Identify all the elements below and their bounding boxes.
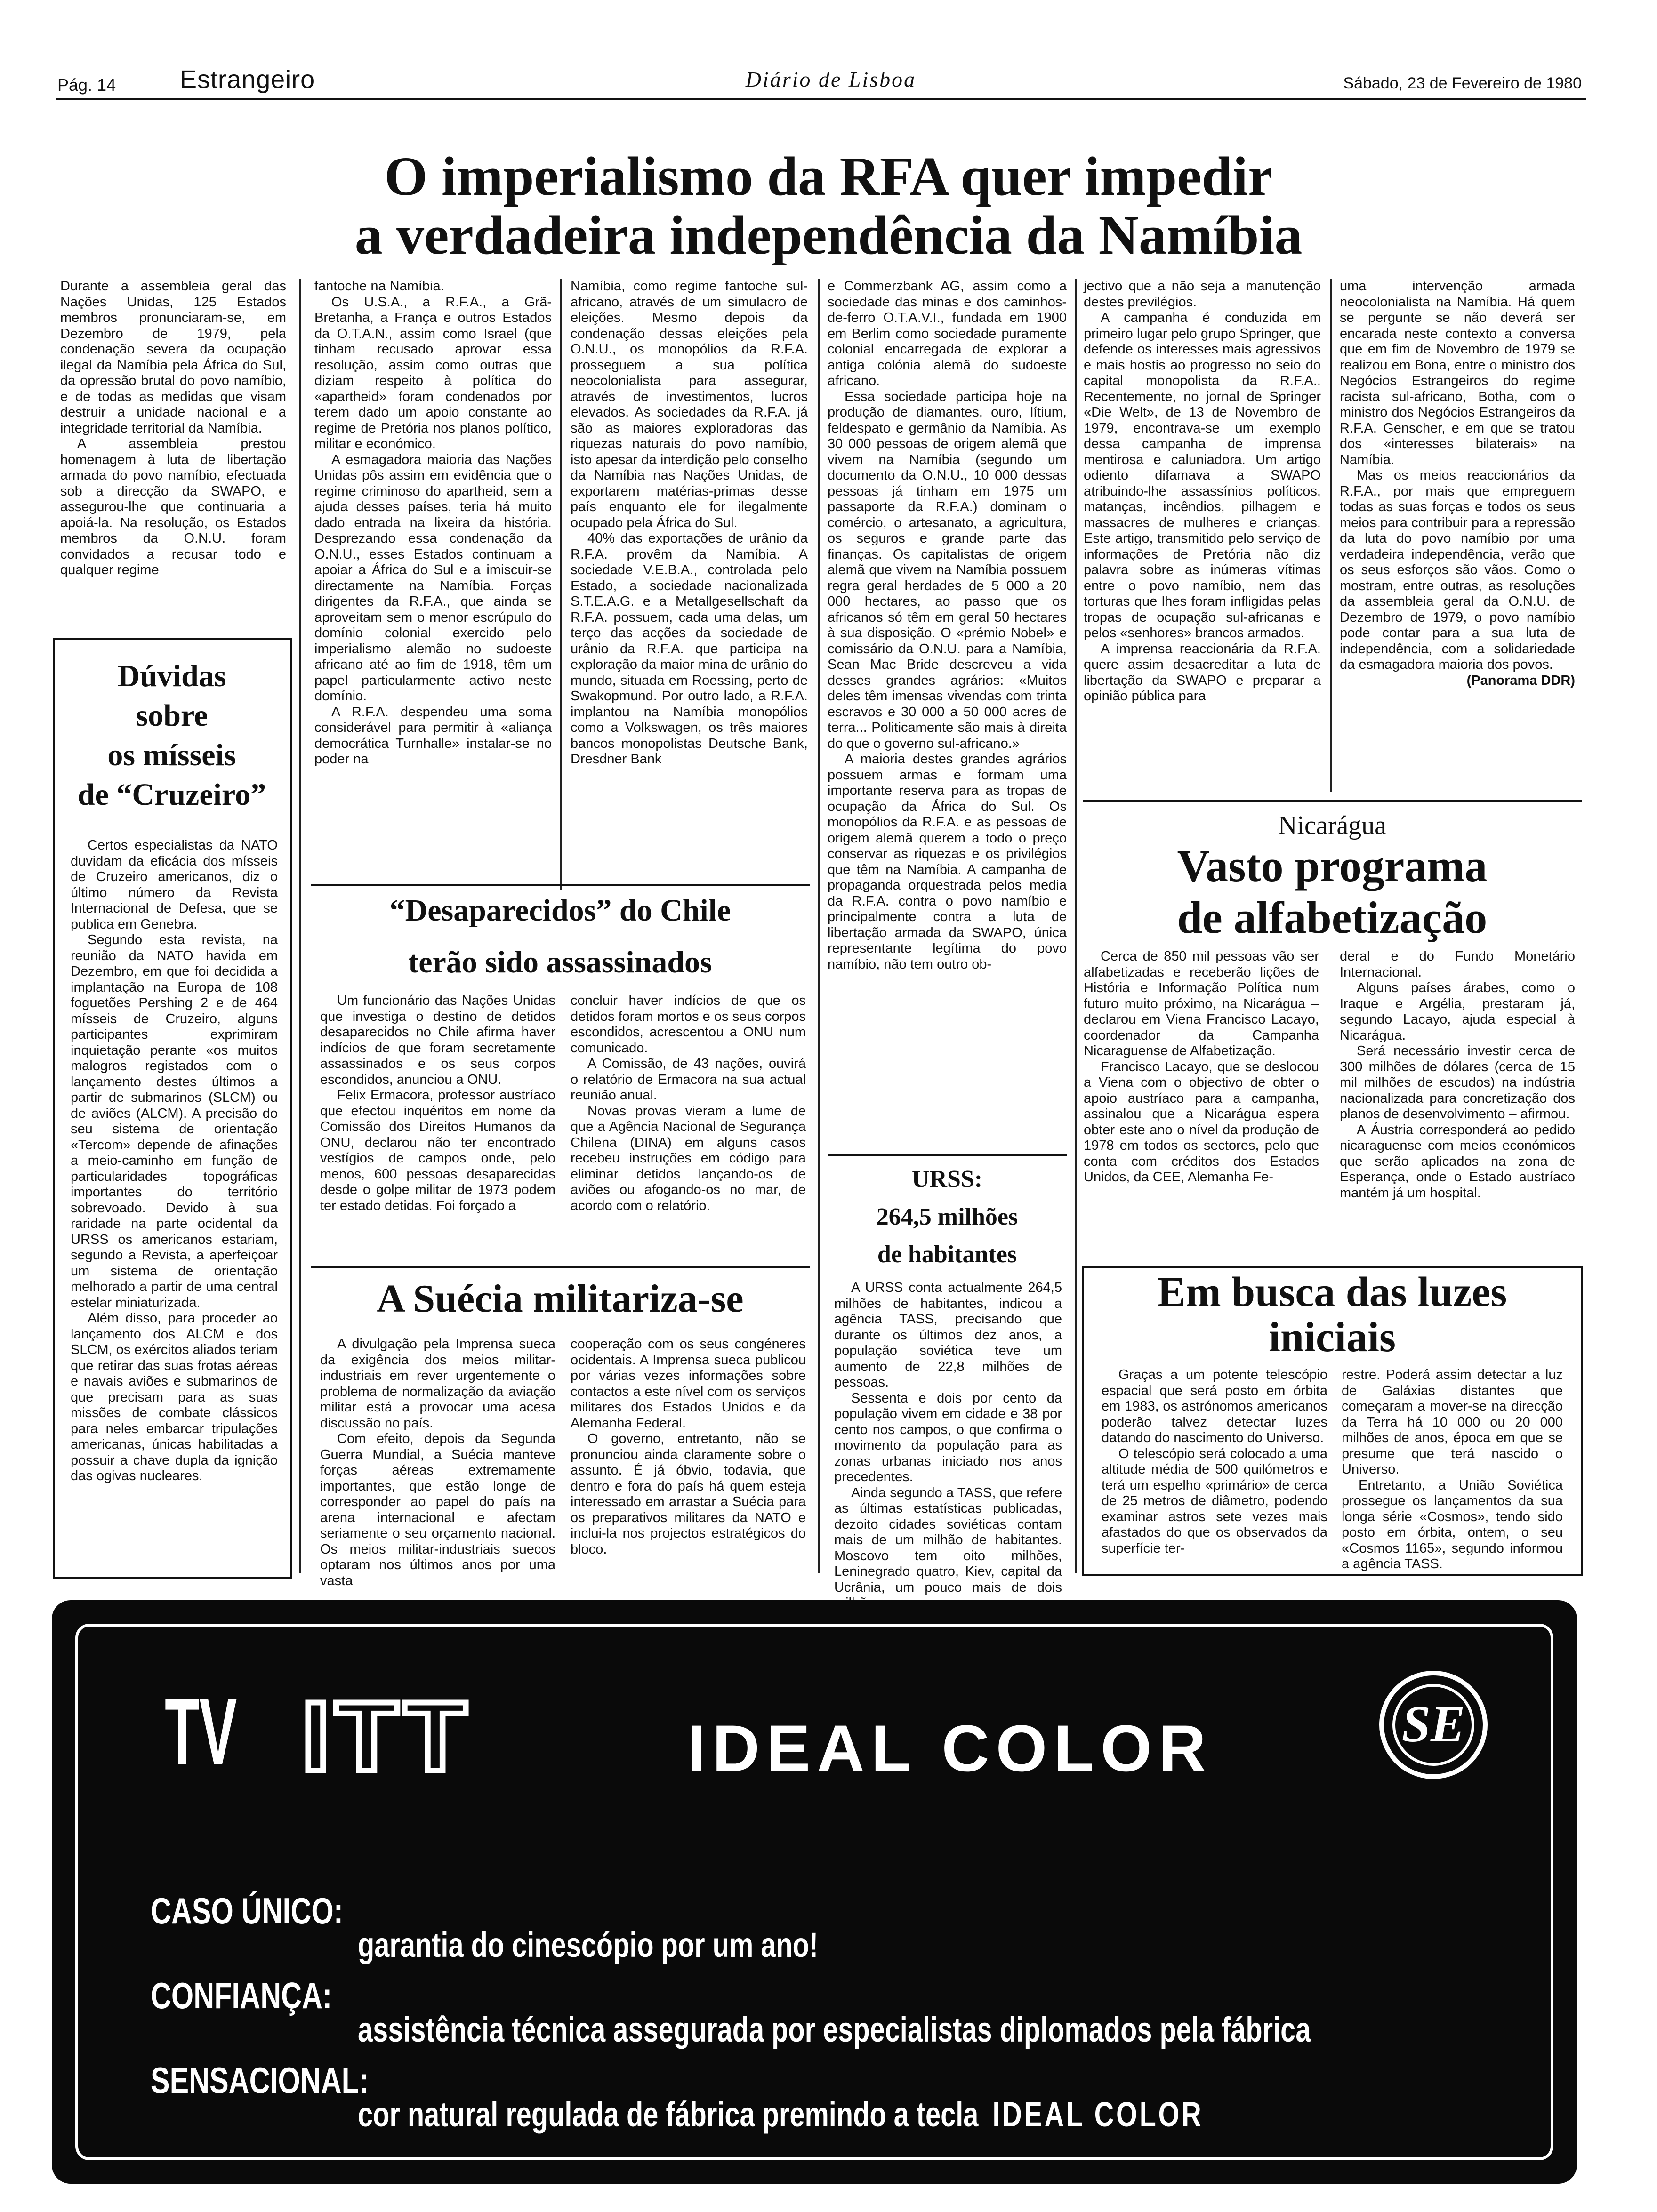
se-logo: [1379, 1671, 1488, 1779]
urss-body: A URSS conta actualmente 264,5 milhões de habitantes, indicou a agência TASS, precisando que durante os últimos dez anos, a população soviética teve um aumento de 22,8 milhões de pessoas. Sessenta e dois por cento da população vivem em cidade e 38 por cento nos campos, o que confirma o movimento da população para as zonas urbanas iniciado nos anos precedentes. Ainda segundo a TASS, que refere as últimas estatísticas publicadas, dezoito cidades soviéticas contam mais de um milhão de habitantes. Moscovo tem oito milhões, Leninegrado quatro, Kiev, capital da Ucrânia, um pouco mais de dois: [834, 1280, 1062, 1595]
nicaragua-headline: Vasto programa de alfabetização: [1177, 841, 1488, 943]
luzes-headline: Em busca das luzes iniciais: [1157, 1269, 1507, 1361]
nicaragua-kicker: Nicarágua: [1278, 811, 1387, 840]
main-article-col1: Durante a assembleia geral das Nações Unidas, 125 Estados membros pronunciaram-se, em Dezembro de 1979, pela condenação severa da ocupação ilegal da Namíbia pela África do Sul, da opressão brutal do povo namíbio, e de todas as medidas que visam destruir a unidade nacional e a integridade territorial da Namíbia. A assembleia prestou homenagem à luta de libertação armada do povo namíbio, efectuada sob a direcção da SWAPO, e assegurou-lhe que continuaria a apoiá-la. Na resolução, os Estados membros da O.N.U. foram convidados a recusar todo e qualquer regime: [60, 279, 286, 577]
nicaragua-top-rule: [1083, 800, 1582, 802]
column-divider: [299, 279, 301, 1573]
column-divider: [560, 279, 562, 890]
duvidas-headline: Dúvidas sobre os mísseis de “Cruzeiro”: [77, 659, 266, 812]
duvidas-body: Certos especialistas da NATO duvidam da eficácia dos mísseis de Cruzeiro americanos, diz o último número da Revista Internacional de Defesa, que se publica em Genebra. Segundo esta revista, na reunião da NATO havida em Dezembro, em que foi decidida a implantação na Europa de 108 foguetões Pershing 2 e de 464 mísseis de Cruzeiro, alguns participantes exprimiram inquietação perante «os muitos malogros registados com o lançamento destes últimos a partir de submarinos (SLCM) ou de aviões (ALCM). A precisão do seu sistema de orientação «Tercom» depende de afinações a meio-caminho em função de particularidades topográficas importantes do território sobrevoado. Devido à sua raridade na parte ocidental da URSS os americanos estariam, segundo a Revista, a aperfeiçoar um sistema de orientação melhorado a partir de uma central estelar miniaturizada. Além disso, para proceder ao lançamento dos ALCM e dos SLCM, os exércitos aliados teriam que retirar das suas frotas aéreas e navais aviões e submarinos de que precisam para as suas missões de combate clássicos para neles embarcar tripulações americanas, únicas habilitadas a possuir a chave dupla da ignição das ogivas nucleares.: [71, 838, 278, 1483]
main-article-col4: e Commerzbank AG, assim como a sociedade das minas e dos caminhos-de-ferro O.T.A.V.I., fundada em 1900 em Berlim como sociedade puramente colonial encarregada de explorar a antiga colónia alemã do sudoeste africano. Essa sociedade participa hoje na produção de diamantes, ouro, lítium, feldespato e germânio da Namíbia. As 30 000 pessoas de origem alemã que vivem na Namíbia (segundo um documento da O.N.U., 10 000 dessas pessoas já tinham em 1975 um passaporte da R.F.A.) dominam o comércio, o artesanato, a agricultura, os seguros e grande parte das finanças. Os capitalistas de origem alemã que vivem na Namíbia possuem regra geral herdades de 5 000 a 20 000 hectares, ao passo que os africanos só têm em geral 50 hectares à sua disposição. O «prémio Nobel» e comissário da O.N.U. para a Namíbia, Sean Mac Bride descreveu a vida desses grandes agrários: «Muitos deles têm imensas vivendas com trinta escravos e 30 000 a 50 000 acres de terra... Politicamente são mais à direita do que o governo sul-africano.» A maioria destes grandes agrários possuem armas e formam uma importante reserva para as tropas de ocupação da África do Sul. Os monopólios da R.F.A. e as pessoas de origem alemã querem a todo o preço conservar as riquezas e os privilégios que têm na Namíbia. A campanha de propaganda orquestrada pelos media da R.F.A. contra o povo namíbio e principalmente contra a luta de libertação armada da SWAPO, única representante legítima do povo namíbio, não tem outro ob-: [828, 279, 1067, 972]
urss-top-rule: [828, 1154, 1067, 1156]
page-number: Pág. 14: [57, 75, 116, 95]
nicaragua-col2: deral e do Fundo Monetário Internacional. Alguns países árabes, como o Iraque e Argélia, prestaram já, segundo Lacayo, ajuda especial à Nicarágua. Será necessário investir cerca de 300 milhões de dólares (cerca de 15 mil milhões de escudos) na indústria nacionalizada para concretização dos planos de desenvolvimento – afirmou. A Áustria corresponderá ao pedido nicaraguense com meios económicos que serão aplicados na zona de Esperança, onde o Estado austríaco mantém já um hospital.: [1340, 949, 1575, 1201]
main-article-col5: jectivo que a não seja a manutenção destes previlégios. A campanha é conduzida em primeiro lugar pelo grupo Springer, que defende os interesses mais agressivos e mais hostis ao progresso no seio do capital monopolista da R.F.A.. Recentemente, no jornal de Springer «Die Welt», de 13 de Novembro de 1979, encontrava-se um exemplo dessa campanha de imprensa mentirosa e caluniadora. Um artigo odiento difamava a SWAPO atribuindo-lhe assassínios políticos, matanças, incêndios, pilhagem e massacres de mulheres e crianças. Este artigo, transmitido pelo serviço de informações de Pretória não diz palavra sobre as inúmeras vítimas entre o povo namíbio, nem das torturas que lhes foram infligidas pelas tropas de ocupação sul-africanas e pelos «senhores» brancos armados. A imprensa reaccionária da R.F.A. quere assim desacreditar a luta de libertação da SWAPO e preparar a opinião pública para: [1084, 279, 1321, 704]
nicaragua-col1: Cerca de 850 mil pessoas vão ser alfabetizadas e receberão lições de História e Informação Política num futuro muito próximo, na Nicarágua – declarou em Viena Francisco Lacayo, coordenador da Campanha Nicaraguense de Alfabetização. Francisco Lacayo, que se deslocou a Viena com o objectivo de obter o apoio austríaco para a campanha, assinalou que a Nicarágua espera obter este ano o nível da produção de 1978 em todos os sectores, pelo que conta com créditos dos Estados Unidos, da CEE, Alemanha Fe-: [1084, 949, 1319, 1185]
ad-product-name: IDEAL COLOR: [687, 1711, 1213, 1785]
ad-tv: TV: [165, 1679, 237, 1784]
column-divider: [1330, 279, 1332, 792]
luzes-col1: Graças a um potente telescópio espacial que será posto em órbita em 1983, os astrónomos americanos poderão talvez detectar luzes datando do nascimento do Universo. O telescópio será colocado a uma altitude média de 500 quilómetros e terá um espelho «primário» de cerca de 25 metros de diâmetro, podendo examinar astros sete vezes mais afastados do que os observados da superfície ter-: [1102, 1367, 1327, 1556]
itt-advertisement: [52, 1600, 1577, 2184]
urss-headline: URSS: 264,5 milhões de habitantes: [876, 1166, 1018, 1268]
suecia-col1: A divulgação pela Imprensa sueca da exigência dos meios militar-industriais em rever urgentemente o problema de normalização da aviação militar está a provocar uma acesa discussão no país. Com efeito, depois da Segunda Guerra Mundial, a Suécia manteve forças aéreas extremamente importantes, que estão longe de corresponder ao papel do país na arena internacional e afectam seriamente o seu orçamento nacional. Os meios militar-industriais suecos optaram nos últimos anos por uma vasta: [320, 1337, 555, 1588]
main-article-col2: fantoche na Namíbia. Os U.S.A., a R.F.A., a Grã-Bretanha, a França e outros Estados da O.T.A.N., assim como Israel (que tinham recusado aprovar essa resolução, assim como outras que diziam respeito à política do «apartheid» foram condenados por terem dado um apoio constante ao regime de Pretória nos planos político, militar e económico. A esmagadora maioria das Nações Unidas pôs assim em evidência que o regime criminoso do apartheid, sem a ajuda desses países, teria há muito dado entrada na lixeira da história. Desprezando essa condenação da O.N.U., esses Estados continuam a apoiar a África do Sul e a imiscuir-se directamente na Namíbia. Forças dirigentes da R.F.A., que ainda se aproveitam sem o menor escrúpulo do domínio colonial exercido pelo imperialismo alemão no sudoeste africano até ao fim de 1918, têm um papel particularmente activo neste domínio. A R.F.A. despendeu uma soma considerável para permitir à «aliança democrática Turnhalle» instalar-se no poder na: [314, 279, 552, 767]
masthead: Diário de Lisboa: [745, 67, 917, 91]
header-rule: [56, 98, 1586, 100]
column-divider: [818, 279, 820, 1573]
main-headline: O imperialismo da RFA quer impedir a verdadeira independência da Namíbia: [354, 145, 1303, 266]
suecia-headline: A Suécia militariza-se: [377, 1277, 744, 1321]
se-logo-letters: SE: [1392, 1684, 1474, 1766]
main-article-col6: uma intervenção armada neocolonialista na Namíbia. Há quem se pergunte se não deverá ser encarada neste contexto a conversa que em fim de Novembro de 1979 se realizou em Bona, entre o ministro dos Negócios Estrangeiros do regime racista sul-africano, Botha, com o ministro dos Negócios Estrangeiros da R.F.A. Genscher, e em que se tratou dos «interesses bilaterais» na Namíbia. Mas os meios reaccionários da R.F.A., por mais que empreguem todas as suas forças e todos os seus meios para contribuir para a repressão da luta do povo namíbio por uma verdadeira independência, verão que os seus esforços são vãos. Como o mostram, entre outras, as resoluções da assembleia geral da O.N.U. de Dezembro de 1979, o povo namíbio pode contar para a sua luta de independência, com a solidariedade da esmagadora maioria dos povos. (Panorama DDR): [1340, 279, 1575, 688]
ad-line3-highlight: IDEAL COLOR: [992, 2095, 1204, 2134]
chile-col1: Um funcionário das Nações Unidas que investiga o destino de detidos desaparecidos no Chile afirma haver indícios de que foram secretamente assassinados e os seus corpos escondidos, anunciou a ONU. Felix Ermacora, professor austríaco que efectou inquéritos em nome da Comissão dos Direitos Humanos da ONU, declarou não ter encontrado vestígios de campos onde, pelo menos, 600 pessoas desaparecidas desde o golpe militar de 1973 podem ter estado detidas. Foi forçado a: [320, 993, 555, 1213]
article-signature: (Panorama DDR): [1466, 673, 1575, 688]
chile-col2: concluir haver indícios de que os detidos foram mortos e os seus corpos escondidos, acrescentou a ONU num comunicado. A Comissão, de 43 nações, ouvirá o relatório de Ermacora na sua actual reunião anual. Novas provas vieram a lume de que a Agência Nacional de Segurança Chilena (DINA) em alguns casos recebeu instruções em código para eliminar detidos lançando-os de aviões ou afogando-os no mar, de acordo com o relatório.: [571, 993, 806, 1213]
section-name: Estrangeiro: [180, 65, 315, 94]
suecia-top-rule: [311, 1266, 810, 1268]
chile-headline: “Desaparecidos” do Chile terão sido assassinados: [389, 893, 731, 979]
luzes-col2: restre. Poderá assim detectar a luz de Galáxias distantes que começaram a mover-se na direcção da Terra há 10 000 ou 20 000 milhões de anos, época em que se presume que terá nascido o Universo. Entretanto, a União Soviética prossegue os lançamentos da sua longa série «Cosmos», tendo sido posto em órbita, ontem, o seu «Cosmos 1165», segundo informou a agência TASS.: [1342, 1367, 1563, 1571]
ad-line2-label: CONFIANÇA:: [151, 1975, 332, 2016]
ad-line2-text: assistência técnica assegurada por especialistas diplomados pela fábrica: [358, 2010, 1311, 2049]
main-article-col3: Namíbia, como regime fantoche sul-africano, através de um simulacro de eleições. Mesmo depois da condenação dessas eleições pela O.N.U., os monopólios da R.F.A. prosseguem a sua política neocolonialista para assegurar, através de investimentos, lucros elevados. As sociedades da R.F.A. já são as maiores exploradoras das riquezas naturais do povo namíbio, isto apesar da interdição pelo conselho da Namíbia nas Nações Unidas, de exportarem matérias-primas desse país enquanto ele for ilegalmente ocupado pela África do Sul. 40% das exportações de urânio da R.F.A. provêm da Namíbia. A sociedade V.E.B.A., controlada pelo Estado, a sociedade nacionalizada S.T.E.A.G. e a Metallgesellschaft da R.F.A. possuem, cada uma delas, um terço das acções da sociedade de urânio da R.F.A. que participa na exploração da maior mina de urânio do mundo, situada em Roessing, perto de Swakopmund. Por outro lado, a R.F.A. implantou na Namíbia monopólios como a Volkswagen, os três maiores bancos monopolistas Deutsche Bank, Dresdner Bank: [571, 279, 808, 767]
ad-line3-label: SENSACIONAL:: [151, 2060, 369, 2101]
issue-date: Sábado, 23 de Fevereiro de 1980: [1343, 74, 1582, 92]
column-divider: [1075, 279, 1077, 1573]
ad-itt-logo: [301, 1681, 472, 1792]
ad-line3-text: cor natural regulada de fábrica premindo a tecla IDEAL COLOR: [358, 2095, 1204, 2134]
ad-line1-label: CASO ÚNICO:: [151, 1890, 343, 1931]
ad-line1-text: garantia do cinescópio por um ano!: [358, 1925, 819, 1964]
itt-wordmark: ITT: [301, 1681, 472, 1792]
suecia-col2: cooperação com os seus congéneres ocidentais. A Imprensa sueca publicou por várias vezes informações sobre contactos a este nível com os serviços militares dos Estados Unidos e da Alemanha Federal. O governo, entretanto, não se pronunciou ainda claramente sobre o assunto. É já óbvio, todavia, que dentro e fora do país há quem esteja interessado em arrastar a Suécia para os preparativos militares da NATO e inclui-la nos projectos estratégicos do bloco.: [571, 1337, 806, 1557]
